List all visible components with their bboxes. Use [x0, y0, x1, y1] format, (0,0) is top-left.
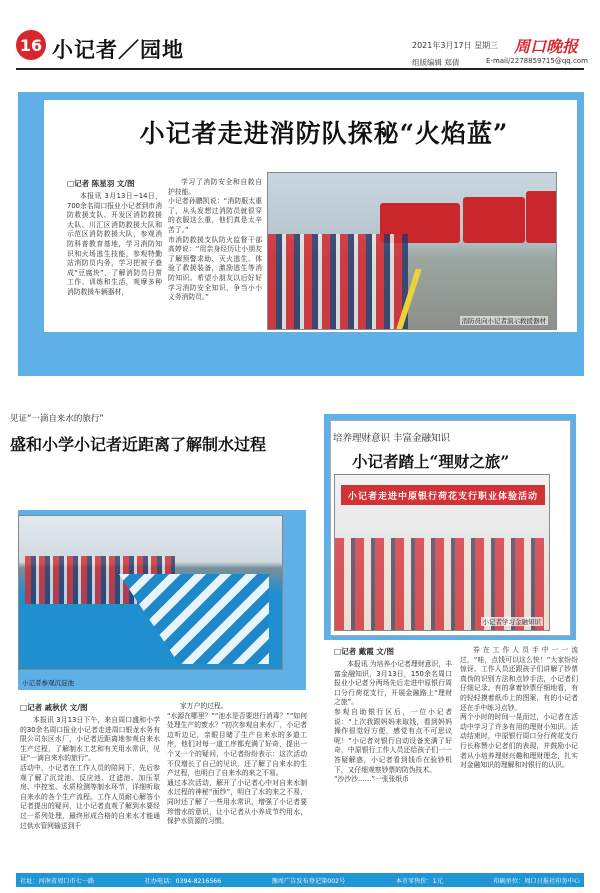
finance-article-headline: 小记者踏上“理财之旅”	[352, 452, 510, 471]
finance-article-kicker: 培养理财意识 丰富金融知识	[333, 433, 451, 444]
fire-article-byline: □记者 陈星羽 文/图	[67, 179, 135, 188]
footer-price: 本市零售价：1元	[395, 877, 443, 885]
footer-phone: 社办电话：0394-8216566	[144, 877, 222, 885]
issue-date: 2021年3月17日 星期三	[412, 41, 499, 50]
finance-article-column-2: 券在工作人员手中一一流过，“哇，点钱可以这么快！”大家纷纷惊讶。工作人员还跟孩子们讲解了钞票真伪的识别方法和点钞手法，小记者们仔细记录。有的拿着钞票仔细地看，有的轻轻摸着纸币上的图案，有的小记者还在手中练习点钞。 两个小时的时间一晃而过，小记者在活动中学习了许多有用的理财小知识。活动结束时，中原银行周口分行荷花支行行长称赞小记者们的表现，并鼓励小记者从小培养理财兴趣和理财理念，扎实对金融知识的理解和对银行的认识。	[460, 646, 578, 770]
finance-article-byline: □记者 戴霞 文/图	[334, 647, 395, 656]
water-article-byline: □记者 戚秋伏 文/图	[20, 703, 88, 712]
fire-station-photo	[267, 172, 557, 330]
fire-article-headline: 小记者走进消防队探秘“火焰蓝”	[139, 119, 509, 148]
bank-photo-caption: 小记者学习金融知识	[482, 618, 541, 626]
fire-photo-caption: 消防员向小记者演示救援器材	[461, 317, 546, 325]
finance-article-column-1: 本报讯 为培养小记者理财意识，丰富金融知识，3月13日，150余名周口报业小记者分两场先后走进中原银行周口分行荷花支行，开展金融路上“理财之旅”。 参观自助银行区后，一位小记者说：“上次我跟妈妈来取钱，看到妈妈操作很觉好方便，感觉有点不可思议呢！”小记者对银行自动设备充满了好奇，中原银行工作人员还给孩子们一一答疑解惑，小记者看到钱币在验钞机下，又仔细观察钞票的防伪技术。 “沙沙沙……”一张张纸币	[334, 660, 452, 784]
sedimentation-tank	[119, 574, 269, 664]
water-article-column-2: 家万户的过程。 “水源在哪里？”“池水是否要进行消毒？”“如何处理生产的废水？”初次参观自来水厂，小记者边听边记，亲眼目睹了生产自来水的多道工序，他们对每一道工序都充满了好奇，提出一个又一个的疑问，小记者纷纷表示：这次活动不仅增长了自己的见识，还了解了自来水的生产过程，也明白了自来水的来之不易。 通过本次活动，解开了小记者心中对自来水制水过程的神秘“面纱”，明白了水的来之不易，同时还了解了一些用水常识，增强了小记者要珍惜水的意识，让小记者从小养成节约用水，保护水资源的习惯。	[167, 702, 307, 826]
fire-truck-shape	[463, 197, 525, 243]
header-divider	[16, 68, 584, 70]
footer-printer: 印刷单位：周口日报社印务中心	[493, 877, 580, 885]
fire-article-column-1: 本报讯 3月13日~14日，700余名周口报业小记者到市消防救援支队、开发区消防救援大队、川汇区消防救援大队和示范区消防救援大队，参观消防科普教育基地，学习消防知识和火场逃生技能，参观特勤站消防员内务，学习把被子叠成“豆腐块”，了解消防员日常工作、训练和生活，观摩多种消防救援车辆器材，	[67, 192, 162, 296]
fire-truck-shape	[526, 191, 557, 243]
bank-photo	[334, 474, 550, 631]
water-article-kicker: 见证“一滴自来水的旅行”	[10, 414, 104, 424]
contact-email: E-mail/2278859715@qq.com	[486, 57, 588, 65]
footer-address: 社址：河南省周口市七一路	[20, 877, 95, 885]
footer-license: 豫周广告发布登记第002号	[271, 877, 346, 885]
fire-article-column-2: 学习了消防安全和自救自护技能。 小记者孙鹏凯说：“消防服太重了，从头发想过消防员就很穿的衣服这么重，他们真是太辛苦了。” 市消防救援支队防火监督干部高婷说：“用亲身经历让小朋友了解预警求助、灭火逃生、体验了救援装备，激励逃生等消防知识。希望小朋友以后好好学习消防安全知识，争当小小义务消防员。”	[168, 178, 262, 302]
newspaper-masthead-logo: 周口晚报	[514, 37, 579, 56]
water-photo-caption: 小记者参观沉淀池	[22, 679, 74, 687]
water-article-column-1: 本报讯 3月13日下午，来自周口盛和小学的30余名周口报业小记者走进周口银龙水务有限公司东区水厂，小记者近距离地参观自来水生产过程，了解制水工艺和有关用水常识，见证“一滴自来水的旅行”。 活动中，小记者在工作人员的陪同下，先后参观了解了沉淀池、反应池、过滤池、加压泵房、中控室、水质检测等制水环节，详细听取自来水的各个生产流程。工作人员耐心解答小记者提出的疑问，让小记者直观了解到水要经过一系列处理，最终形成合格的自来水才能通过供水管网输送到千	[20, 716, 160, 830]
footer-bar	[16, 873, 584, 887]
water-article-headline: 盛和小学小记者近距离了解制水过程	[10, 435, 267, 454]
students-crowd	[268, 234, 408, 329]
bank-banner: 小记者走进中原银行荷花支行职业体验活动	[341, 485, 545, 505]
page-number-badge: 16	[16, 30, 46, 60]
layout-editor: 组版编辑 郑倩	[412, 58, 460, 67]
water-plant-photo	[18, 515, 283, 670]
section-title: 小记者／园地	[52, 37, 184, 62]
